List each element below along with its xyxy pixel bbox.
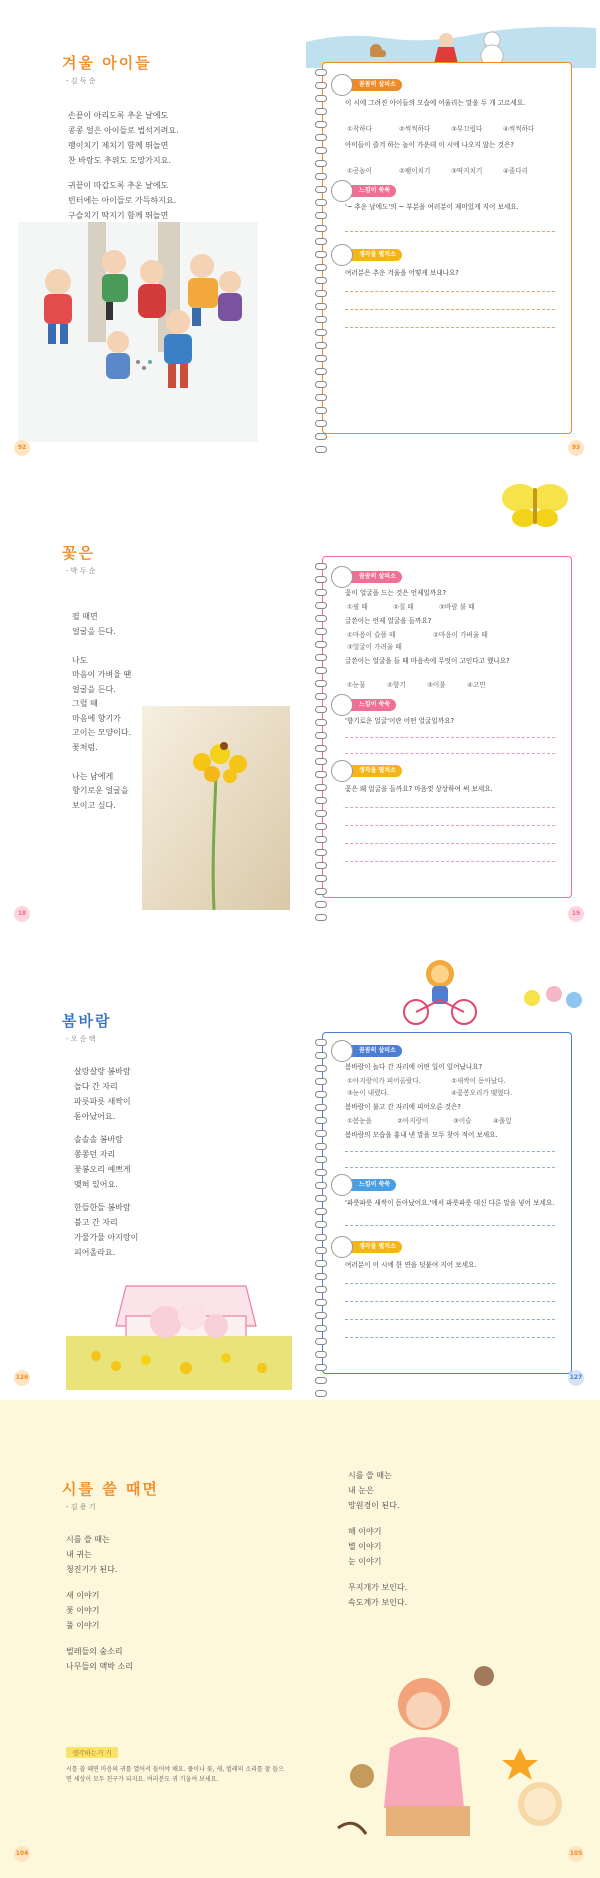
panda-icon — [331, 74, 353, 96]
poem-stanza-3: 벌레들의 숨소리 나무들의 맥박 소리 — [66, 1647, 133, 1671]
snow-scene-illustration — [306, 20, 596, 68]
q3-option-3[interactable]: ③이불 — [427, 681, 446, 689]
spring-garden-illustration — [66, 1256, 292, 1390]
poem-author: - 김 용 기 — [66, 1503, 96, 1511]
section-header-feel: 느낌이 쑥쑥 — [337, 185, 396, 197]
poem-stanza-1: 시를 쓸 때는 내 귀는 청진기가 된다. — [66, 1535, 118, 1574]
section-header-feel: 느낌이 쑥쑥 — [337, 1179, 396, 1191]
q2-option-2[interactable]: ②팽이치기 — [399, 167, 431, 175]
chick-icon — [331, 244, 353, 266]
question-4: '파릇파릇 새싹이 돋아났어요.'에서 파릇파릇 대신 다른 말을 넣어 보세요. — [345, 1199, 555, 1207]
q3-option-4[interactable]: ④고민 — [467, 681, 486, 689]
poem-stanza-2: 귀끝이 따갑도록 추운 날에도 빈터에는 아이들로 가득하지요. 구슬치기 딱지기 함께 뛰놀면 — [68, 181, 177, 220]
question-2: 아이들이 즐겨 하는 놀이 가운데 이 시에 나오지 않는 것은? — [345, 141, 514, 149]
q3-option-2[interactable]: ②향기 — [387, 681, 406, 689]
spread-writing-poems — [0, 1400, 600, 1878]
page-number: 104 — [14, 1846, 30, 1862]
question-1: 봄바람이 놀다 간 자리에 어떤 일이 일어났나요? — [345, 1063, 483, 1071]
right-page — [300, 470, 600, 940]
spread-spring-wind — [0, 940, 600, 1400]
left-page — [0, 470, 300, 940]
small-animals-illustration — [518, 980, 588, 1020]
answer-line[interactable] — [345, 825, 555, 826]
q1-option-1[interactable]: ①필 때 — [347, 603, 368, 611]
answer-line[interactable] — [345, 861, 555, 862]
question-5: 여러분이 이 시에 한 연을 덧붙여 지어 보세요. — [345, 1261, 477, 1269]
q1-option-3[interactable]: ③바람 불 때 — [439, 603, 475, 611]
answer-line[interactable] — [345, 291, 555, 292]
section-header-observe: 꼼꼼히 살피소 — [337, 1045, 402, 1057]
winter-children-illustration — [18, 222, 258, 442]
question-4: '향기로운 얼굴'이란 어떤 얼굴일까요? — [345, 717, 454, 725]
poem-stanza-2: 새 이야기 꽃 이야기 풀 이야기 — [66, 1591, 100, 1630]
left-page — [0, 0, 300, 470]
question-1: 꽃이 얼굴을 드는 것은 언제일까요? — [345, 589, 447, 597]
answer-line[interactable] — [345, 807, 555, 808]
q1-option-1[interactable]: ①아지랑이가 피어올랐다. — [347, 1077, 421, 1085]
right-page — [300, 940, 600, 1400]
poem-body: 필 때면 얼굴을 든다. 나도 마음이 가벼울 땐 얼굴을 든다. 그럴 때 마음에 향기가 고이는 모양이다. 꽃처럼. 나는 남에게 향기로운 얼굴을 보이고 싶다. — [72, 612, 132, 810]
poem-stanza-1: 살랑살랑 봄바람 놀다 간 자리 파릇파릇 새싹이 돋아났어요. — [74, 1067, 131, 1121]
section-header-observe: 꼼꼼히 살피소 — [337, 79, 402, 91]
answer-line[interactable] — [345, 1167, 555, 1168]
question-4: 여러분은 추운 겨울을 어떻게 보내나요? — [345, 269, 459, 277]
page-number: 127 — [568, 1370, 584, 1386]
q2-option-2[interactable]: ②마음이 가벼울 때 — [433, 631, 488, 639]
question-2: 글쓴이는 언제 얼굴을 들까요? — [345, 617, 432, 625]
note-body: 시를 쓸 때면 마음의 귀를 열어서 들어야 해요. 풀이나 꽃, 새, 벌레의 소리를 잘 들으면 세상이 모두 친구가 되지요. 여러분도 귀 기울여 보세요. — [66, 1766, 284, 1783]
bunny-icon — [331, 1174, 353, 1196]
question-3: '~ 추운 날에도'의 ~ 부분을 여러분이 재미있게 지어 보세요. — [345, 203, 519, 211]
question-2: 봄바람이 불고 간 자리에 피어오른 것은? — [345, 1103, 461, 1111]
q2-option-2[interactable]: ②아지랑이 — [397, 1117, 429, 1125]
butterfly-illustration — [500, 478, 570, 530]
yellow-flower-photo — [142, 706, 290, 910]
poem-author: - 오 순 택 — [66, 1035, 96, 1043]
q1-option-4[interactable]: ④씩씩하다 — [503, 125, 535, 133]
poem-title: 꽃은 — [62, 544, 95, 562]
poem-title: 겨울 아이들 — [62, 54, 152, 72]
left-page — [0, 940, 300, 1400]
q1-option-4[interactable]: ④꽃봉오리가 맺혔다. — [451, 1089, 513, 1097]
answer-line[interactable] — [345, 843, 555, 844]
q2-option-1[interactable]: ①공놀이 — [347, 167, 373, 175]
right-page — [300, 1400, 600, 1878]
answer-line[interactable] — [345, 1151, 555, 1152]
right-page — [300, 0, 600, 470]
section-header-observe: 꼼꼼히 살피소 — [337, 571, 402, 583]
page-number: 19 — [568, 906, 584, 922]
page-number: 93 — [568, 440, 584, 456]
section-header-think: 생각을 펼치소 — [337, 1241, 402, 1253]
section-header-think: 생각을 펼치소 — [337, 765, 402, 777]
question-3: 글쓴이는 얼굴을 들 때 마음속에 무엇이 고인다고 했나요? — [345, 657, 510, 665]
page-number: 105 — [568, 1846, 584, 1862]
q1-option-1[interactable]: ①착하다 — [347, 125, 373, 133]
poem-stanza-2: 솔솔솔 봄바람 쫑쫑던 자리 꽃봉오리 예쁘게 맺혀 있어요. — [74, 1135, 131, 1189]
chick-icon — [331, 1236, 353, 1258]
activity-notebook — [322, 62, 572, 434]
note-title: 생각하는거 기 — [66, 1747, 118, 1758]
poem-stanza-4: 시를 쓸 때는 내 눈은 망원경이 된다. — [348, 1471, 400, 1510]
q2-option-3[interactable]: ③딱지치기 — [451, 167, 483, 175]
answer-line[interactable] — [345, 1319, 555, 1320]
lion-bicycle-illustration — [380, 954, 500, 1028]
notebook-rings — [315, 69, 325, 459]
q2-option-4[interactable]: ④줄다리 — [503, 167, 529, 175]
q2-option-3[interactable]: ③얼굴이 가려울 때 — [347, 643, 402, 651]
answer-line[interactable] — [345, 1283, 555, 1284]
q1-option-3[interactable]: ③부끄럽다 — [451, 125, 483, 133]
q2-option-4[interactable]: ④풀잎 — [493, 1117, 512, 1125]
q1-option-3[interactable]: ③눈이 내렸다. — [347, 1089, 389, 1097]
q2-option-1[interactable]: ①봄눈을 — [347, 1117, 373, 1125]
q1-option-2[interactable]: ②질 때 — [393, 603, 414, 611]
section-header-think: 생각을 펼치소 — [337, 249, 402, 261]
poem-title: 봄바람 — [62, 1012, 112, 1030]
page-number: 92 — [14, 440, 30, 456]
q3-option-1[interactable]: ①눈물 — [347, 681, 366, 689]
notebook-rings — [315, 1039, 325, 1400]
page-number: 18 — [14, 906, 30, 922]
answer-line[interactable] — [345, 231, 555, 232]
notebook-rings — [315, 563, 325, 927]
activity-notebook — [322, 1032, 572, 1374]
poem-title: 시를 쓸 때면 — [62, 1480, 159, 1498]
answer-line[interactable] — [345, 309, 555, 310]
q1-option-2[interactable]: ②씩씩하다 — [399, 125, 431, 133]
panda-icon — [331, 1040, 353, 1062]
page-number: 126 — [14, 1370, 30, 1386]
q2-option-3[interactable]: ③이슬 — [453, 1117, 472, 1125]
question-3: 봄바람의 모습을 흉내 낸 말을 모두 찾아 적어 보세요. — [345, 1131, 498, 1139]
reflection-note-box — [66, 1740, 288, 1818]
poem-author: - 김 득 순 — [66, 77, 96, 85]
poem-author: - 박 두 순 — [66, 567, 96, 575]
answer-line[interactable] — [345, 1301, 555, 1302]
q2-option-1[interactable]: ①마음이 슬플 때 — [347, 631, 396, 639]
answer-line[interactable] — [345, 1225, 555, 1226]
answer-line[interactable] — [345, 1337, 555, 1338]
poem-stanza-3: 한들한들 봄바람 불고 간 자리 가물가물 아지랑이 피어올라요. — [74, 1203, 139, 1257]
girl-listening-illustration — [324, 1638, 586, 1854]
spread-winter-kids — [0, 0, 600, 470]
left-page — [0, 1400, 300, 1878]
chick-icon — [331, 760, 353, 782]
poem-stanza-6: 무지개가 보인다. 속도계가 보인다. — [348, 1583, 408, 1607]
bunny-icon — [331, 694, 353, 716]
activity-notebook — [322, 556, 572, 898]
answer-line[interactable] — [345, 737, 555, 738]
spread-flower — [0, 470, 600, 940]
poem-stanza-1: 손끝이 아리도록 추운 날에도 콩콩 얼은 아이들로 법석거려요. 팽이치기 제치기 함께 뛰놀면 찬 바람도 추위도 도망가지요. — [68, 111, 179, 165]
answer-line[interactable] — [345, 327, 555, 328]
panda-icon — [331, 566, 353, 588]
question-1: 이 시에 그려진 아이들의 모습에 어울리는 말을 두 개 고르세요. — [345, 99, 526, 107]
poem-stanza-5: 해 이야기 별 이야기 눈 이야기 — [348, 1527, 382, 1566]
section-header-feel: 느낌이 쑥쑥 — [337, 699, 396, 711]
q1-option-2[interactable]: ②새싹이 돋아났다. — [451, 1077, 506, 1085]
bunny-icon — [331, 180, 353, 202]
answer-line[interactable] — [345, 753, 555, 754]
question-5: 꽃은 왜 얼굴을 들까요? 마음껏 상상하여 써 보세요. — [345, 785, 493, 793]
